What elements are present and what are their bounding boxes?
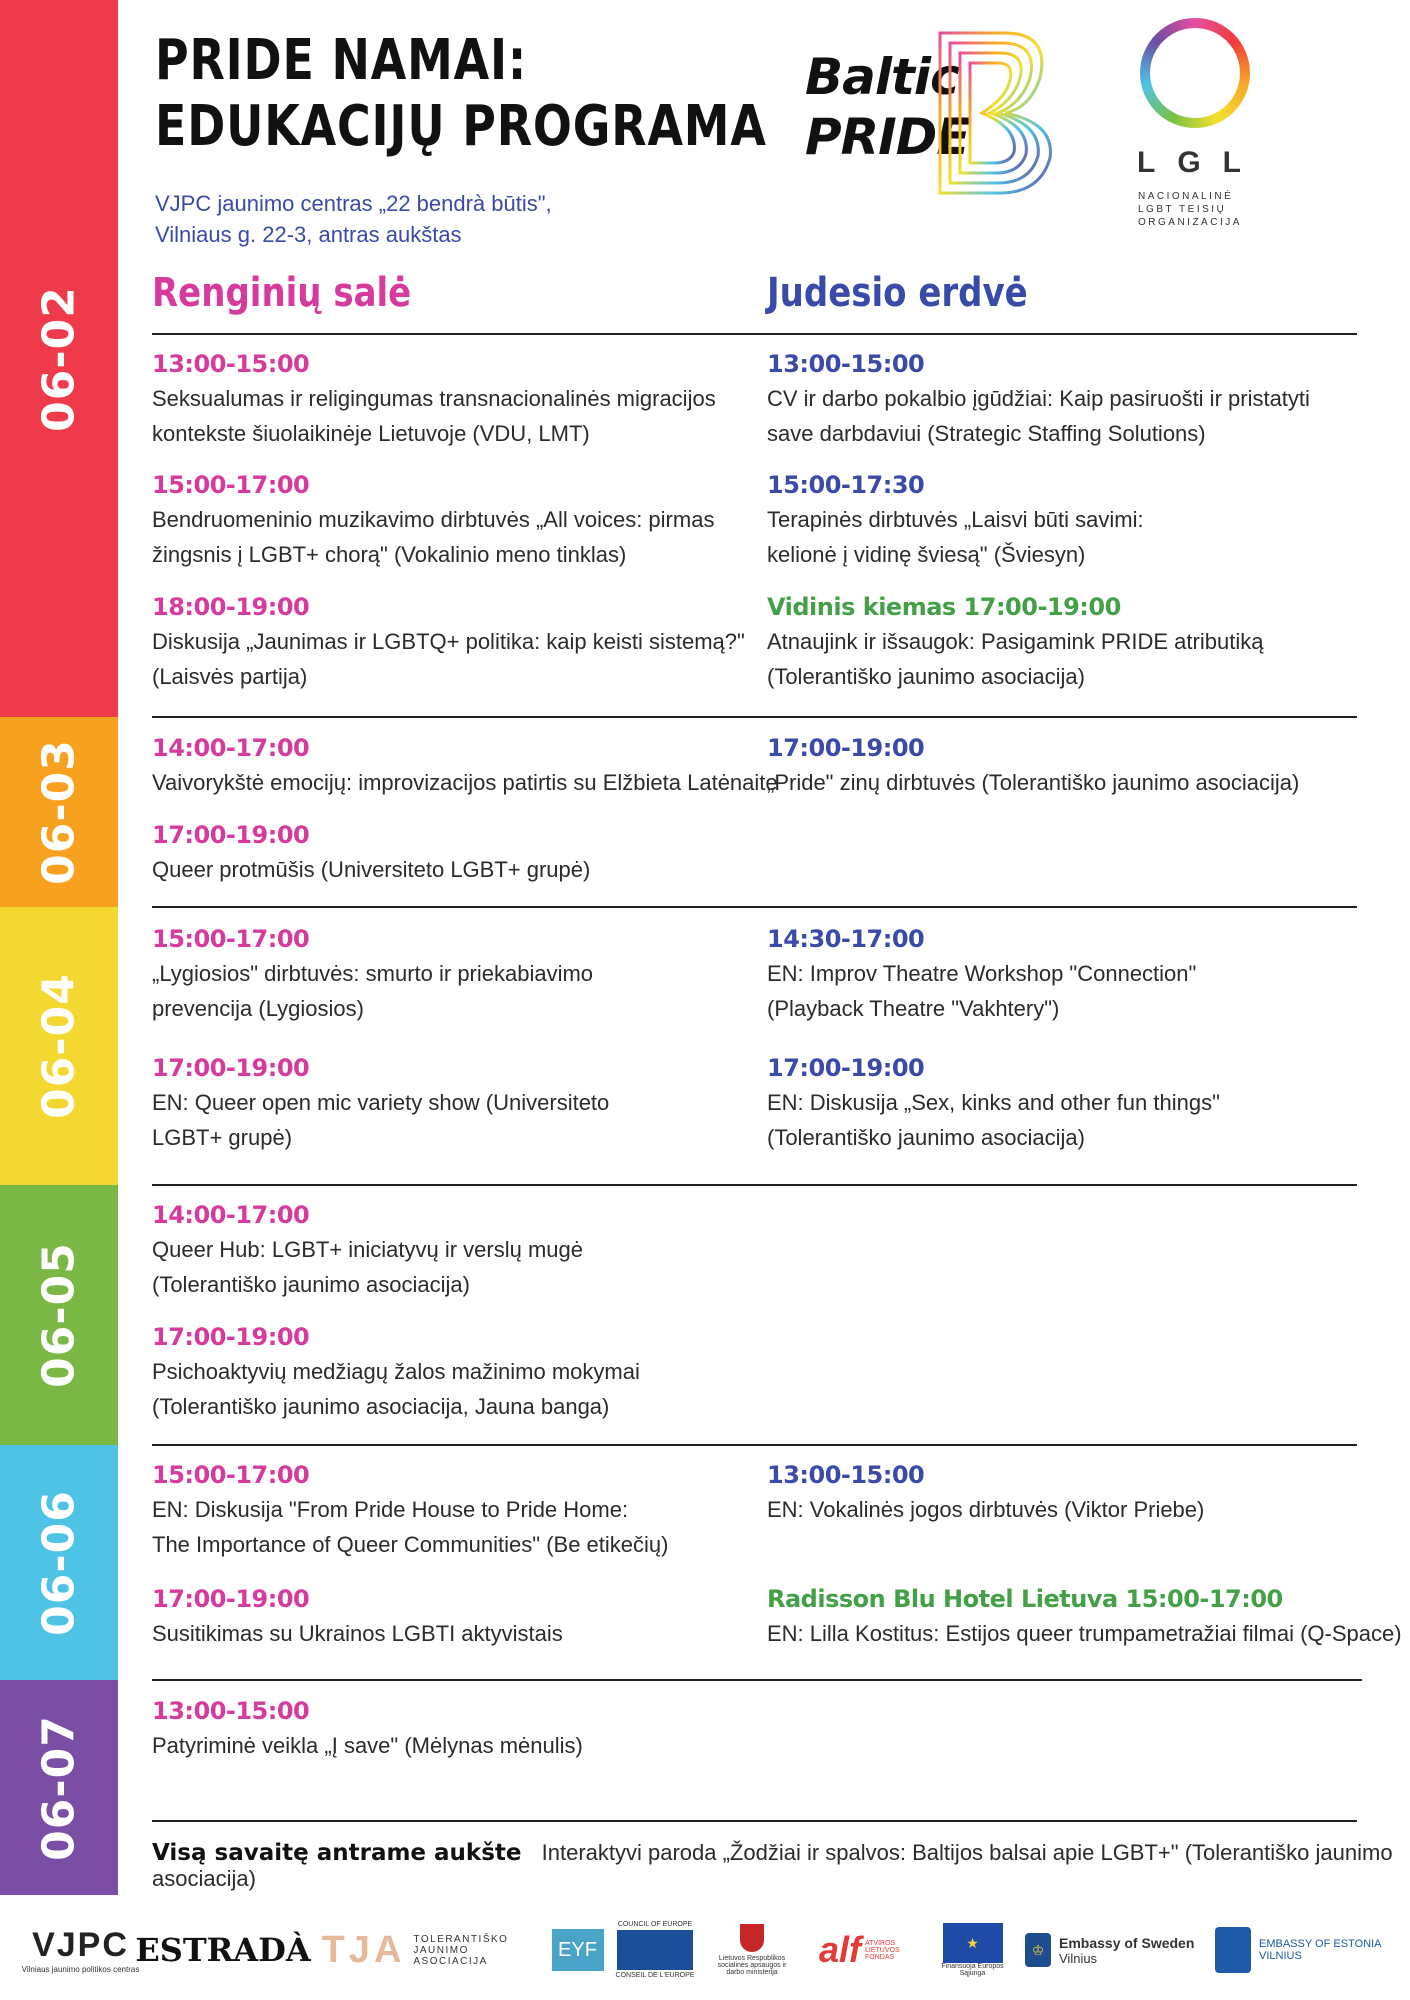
council-of-europe-logo: COUNCIL OF EUROPE CONSEIL DE L'EUROPE [615, 1921, 695, 1979]
event-d2-left-1: 14:00-17:00 Vaivorykštė emocijų: improvizacijos patirtis su Elžbieta Latėnaite [152, 734, 778, 795]
estrada-logo: ESTRADÀ [135, 1931, 311, 1969]
event-d4-left-1: 14:00-17:00 Queer Hub: LGBT+ iniciatyvų ir verslų mugė (Tolerantiško jaunimo asociacija) [152, 1201, 584, 1297]
day-label: 06-05 [33, 1242, 85, 1388]
day-label: 06-04 [33, 973, 85, 1119]
event-d3-right-1: 14:30-17:00 EN: Improv Theatre Workshop "Connection" (Playback Theatre "Vakhtery") [767, 925, 1197, 1021]
event-d6-left-1: 13:00-15:00 Patyriminė veikla „Į save" (Mėlynas mėnulis) [152, 1697, 583, 1758]
day-label: 06-03 [33, 739, 85, 885]
page-title: PRIDE NAMAI: EDUKACIJŲ PROGRAMA [155, 28, 767, 159]
eu-flag-icon: ★ [943, 1923, 1003, 1963]
rainbow-ring-icon [1140, 18, 1250, 128]
eyf-logo: EYF [550, 1920, 605, 1980]
lgl-logo: LGL NACIONALINĖ LGBT TEISIŲ ORGANIZACIJA [1130, 18, 1270, 238]
eu-logo: ★ Finansuoja Europos Sąjunga [935, 1920, 1010, 1980]
event-d1-left-2: 15:00-17:00 Bendruomeninio muzikavimo dirbtuvės „All voices: pirmas žingsnis į LGBT+ chorą" (Vokalinio meno tinklas) [152, 471, 715, 567]
room-heading-right: Judesio erdvė [767, 270, 1028, 316]
venue-address: VJPC jaunimo centras „22 bendrà būtis", Vilniaus g. 22-3, antras aukštas [155, 191, 552, 247]
room-heading-left: Renginių salė [152, 270, 412, 316]
divider [152, 1184, 1357, 1186]
event-d2-right-1: 17:00-19:00 „Pride" zinų dirbtuvės (Tolerantiško jaunimo asociacija) [767, 734, 1300, 795]
day-stripe-4 [0, 1185, 118, 1445]
event-d1-left-3: 18:00-19:00 Diskusija „Jaunimas ir LGBTQ+ politika: kaip keisti sistemą?" (Laisvės partija) [152, 593, 745, 689]
event-d1-right-3: Vidinis kiemas 17:00-19:00 Atnaujink ir išsaugok: Pasigamink PRIDE atributiką (Tolerantiško jaunimo asociacija) [767, 593, 1264, 689]
event-d2-left-2: 17:00-19:00 Queer protmūšis (Universiteto LGBT+ grupė) [152, 821, 591, 882]
event-d5-right-2: Radisson Blu Hotel Lietuva 15:00-17:00 EN: Lilla Kostitus: Estijos queer trumpametražiai filmai (Q-Space) [767, 1585, 1402, 1646]
day-label: 06-02 [33, 285, 85, 432]
divider [152, 1820, 1357, 1822]
baltic-pride-logo: Baltic PRIDE [805, 28, 1065, 198]
day-label: 06-07 [33, 1714, 85, 1861]
event-d3-right-2: 17:00-19:00 EN: Diskusija „Sex, kinks and other fun things" (Tolerantiško jaunimo asociacija) [767, 1054, 1220, 1150]
day-stripe-3 [0, 907, 118, 1185]
ministry-logo: Lietuvos Respublikos socialinės apsaugos ir darbo ministerija [712, 1920, 792, 1980]
event-d3-left-1: 15:00-17:00 „Lygiosios" dirbtuvės: smurto ir priekabiavimo prevencija (Lygiosios) [152, 925, 594, 1021]
vjpc-logo: VJPC Vilniaus jaunimo politikos centras [21, 1926, 140, 1974]
crown-icon: ♔ [1025, 1933, 1051, 1967]
coat-of-arms-icon [740, 1924, 764, 1952]
estonia-embassy-logo: EMBASSY OF ESTONIA VILNIUS [1215, 1920, 1400, 1980]
event-d3-left-2: 17:00-19:00 EN: Queer open mic variety show (Universiteto LGBT+ grupė) [152, 1054, 610, 1150]
divider [152, 1679, 1362, 1681]
all-week-note: Visą savaitę antrame aukšte Interaktyvi paroda „Žodžiai ir spalvos: Baltijos balsai apie LGBT+" (Tolerantiško jaunimo asociacija) [152, 1840, 1393, 1891]
event-d1-left-1: 13:00-15:00 Seksualumas ir religingumas transnacionalinės migracijos kontekste šiuolaikinėje Lietuvoje (VDU, LMT) [152, 350, 716, 446]
alf-logo: alf ATVIROS LIETUVOS FONDAS [818, 1929, 900, 1970]
rainbow-b-icon [930, 28, 1065, 198]
day-stripe-1 [0, 0, 118, 717]
divider [152, 333, 1357, 335]
day-stripe-2 [0, 717, 118, 907]
divider [152, 716, 1357, 718]
estonia-arms-icon [1215, 1927, 1251, 1973]
event-d5-left-2: 17:00-19:00 Susitikimas su Ukrainos LGBTI aktyvistais [152, 1585, 563, 1646]
divider [152, 906, 1357, 908]
day-stripe-5 [0, 1445, 118, 1680]
event-d5-left-1: 15:00-17:00 EN: Diskusija "From Pride House to Pride Home: The Importance of Queer Communities" (Be etikečių) [152, 1461, 669, 1557]
day-stripe-6 [0, 1680, 118, 1895]
event-d4-left-2: 17:00-19:00 Psichoaktyvių medžiagų žalos mažinimo mokymai (Tolerantiško jaunimo asociacija, Jauna banga) [152, 1323, 640, 1419]
sweden-embassy-logo: ♔ Embassy of Sweden Vilnius [1025, 1920, 1205, 1980]
day-label: 06-06 [33, 1489, 85, 1636]
divider [152, 1444, 1357, 1446]
event-d5-right-1: 13:00-15:00 EN: Vokalinės jogos dirbtuvės (Viktor Priebe) [767, 1461, 1205, 1522]
event-d1-right-2: 15:00-17:30 Terapinės dirbtuvės „Laisvi būti savimi: kelionė į vidinę šviesą" (Šviesyn) [767, 471, 1144, 567]
event-d1-right-1: 13:00-15:00 CV ir darbo pokalbio įgūdžiai: Kaip pasiruošti ir pristatyti save darbdaviui (Strategic Staffing Solutions) [767, 350, 1310, 446]
tja-logo: TJA TOLERANTIŠKO JAUNIMO ASOCIACIJA [321, 1928, 509, 1971]
